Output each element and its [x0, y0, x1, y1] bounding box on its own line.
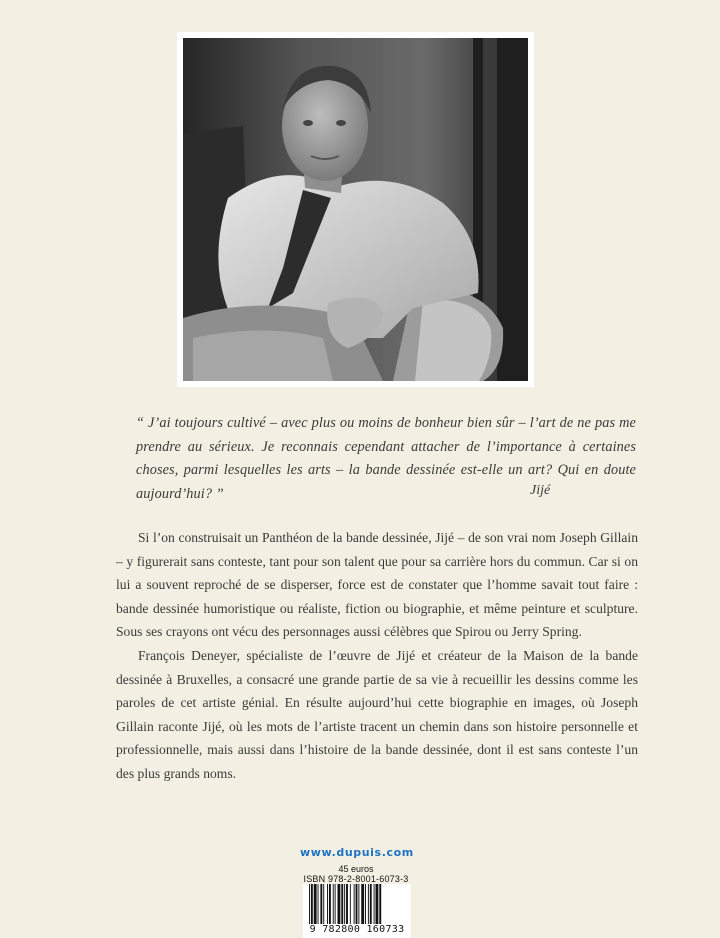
- barcode-bar: [311, 884, 313, 924]
- barcode-bar: [314, 884, 317, 924]
- publisher-website: www.dupuis.com: [300, 846, 414, 859]
- barcode-bar: [338, 884, 341, 924]
- barcode-bar: [327, 884, 328, 924]
- barcode-bar: [356, 884, 358, 924]
- barcode-bar: [323, 884, 324, 924]
- barcode-bar: [309, 884, 310, 924]
- paragraph: Si l’on construisait un Panthéon de la bande dessinée, Jijé – de son vrai nom Joseph Gillain – y figurerait sans conteste, tant pour son talent que pour sa carrière hors du commun. Car si on lui a souvent reproché de se disperser, force est de constater que l’homme savait tout faire : bande dessinée humoristique ou réaliste, fiction ou biographie, et même peinture et sculpture. Sous ses crayons ont vécu des personnages aussi célèbres que Spirou ou Jerry Spring.: [116, 530, 638, 640]
- barcode-bar: [365, 884, 366, 924]
- barcode-bars: [309, 884, 405, 928]
- barcode-bar: [361, 884, 364, 924]
- barcode-bar: [320, 884, 322, 924]
- barcode-bar: [341, 884, 343, 924]
- barcode-bar: [376, 884, 379, 924]
- barcode-bar: [354, 884, 355, 924]
- barcode-number: 9 782800 160733: [303, 924, 411, 935]
- barcode-bar: [350, 884, 351, 924]
- barcode-bar: [370, 884, 372, 924]
- author-photo: [183, 38, 528, 381]
- barcode-bar: [329, 884, 331, 924]
- barcode: [303, 884, 411, 938]
- barcode-bar: [368, 884, 369, 924]
- paragraph: François Deneyer, spécialiste de l’œuvre de Jijé et créateur de la Maison de la bande dessinée à Bruxelles, a consacré une grande partie de sa vie à recueillir les dessins comme les paroles de cet artiste génial. En résulte aujourd’hui cette biographie en images, où Joseph Gillain raconte Jijé, où les mots de l’artiste tracent un chemin dans son histoire personnelle et professionnelle, mais aussi dans l’histoire de la bande dessinée, dont il est sans conteste l’un des plus grands noms.: [116, 647, 638, 781]
- barcode-bar: [358, 884, 359, 924]
- quote-author: Jijé: [530, 483, 551, 498]
- barcode-bar: [335, 884, 336, 924]
- price: 45 euros: [338, 864, 374, 874]
- isbn: ISBN 978-2-8001-6073-3: [303, 874, 409, 884]
- barcode-bar: [379, 884, 381, 924]
- barcode-bar: [318, 884, 319, 924]
- barcode-bar: [344, 884, 345, 924]
- description: [116, 526, 638, 786]
- author-photo-frame: [177, 32, 534, 387]
- barcode-bar: [346, 884, 348, 924]
- barcode-bar: [374, 884, 375, 924]
- author-photo-illustration: [183, 38, 528, 381]
- barcode-bar: [333, 884, 334, 924]
- quote-text: “ J’ai toujours cultivé – avec plus ou moins de bonheur bien sûr – l’art de ne pas me prendre au sérieux. Je reconnais cependant attacher de l’importance à certaines choses, parmi lesquelles les arts – la bande dessinée est-elle un art? Qui en doute aujourd’hui? ”: [136, 415, 636, 502]
